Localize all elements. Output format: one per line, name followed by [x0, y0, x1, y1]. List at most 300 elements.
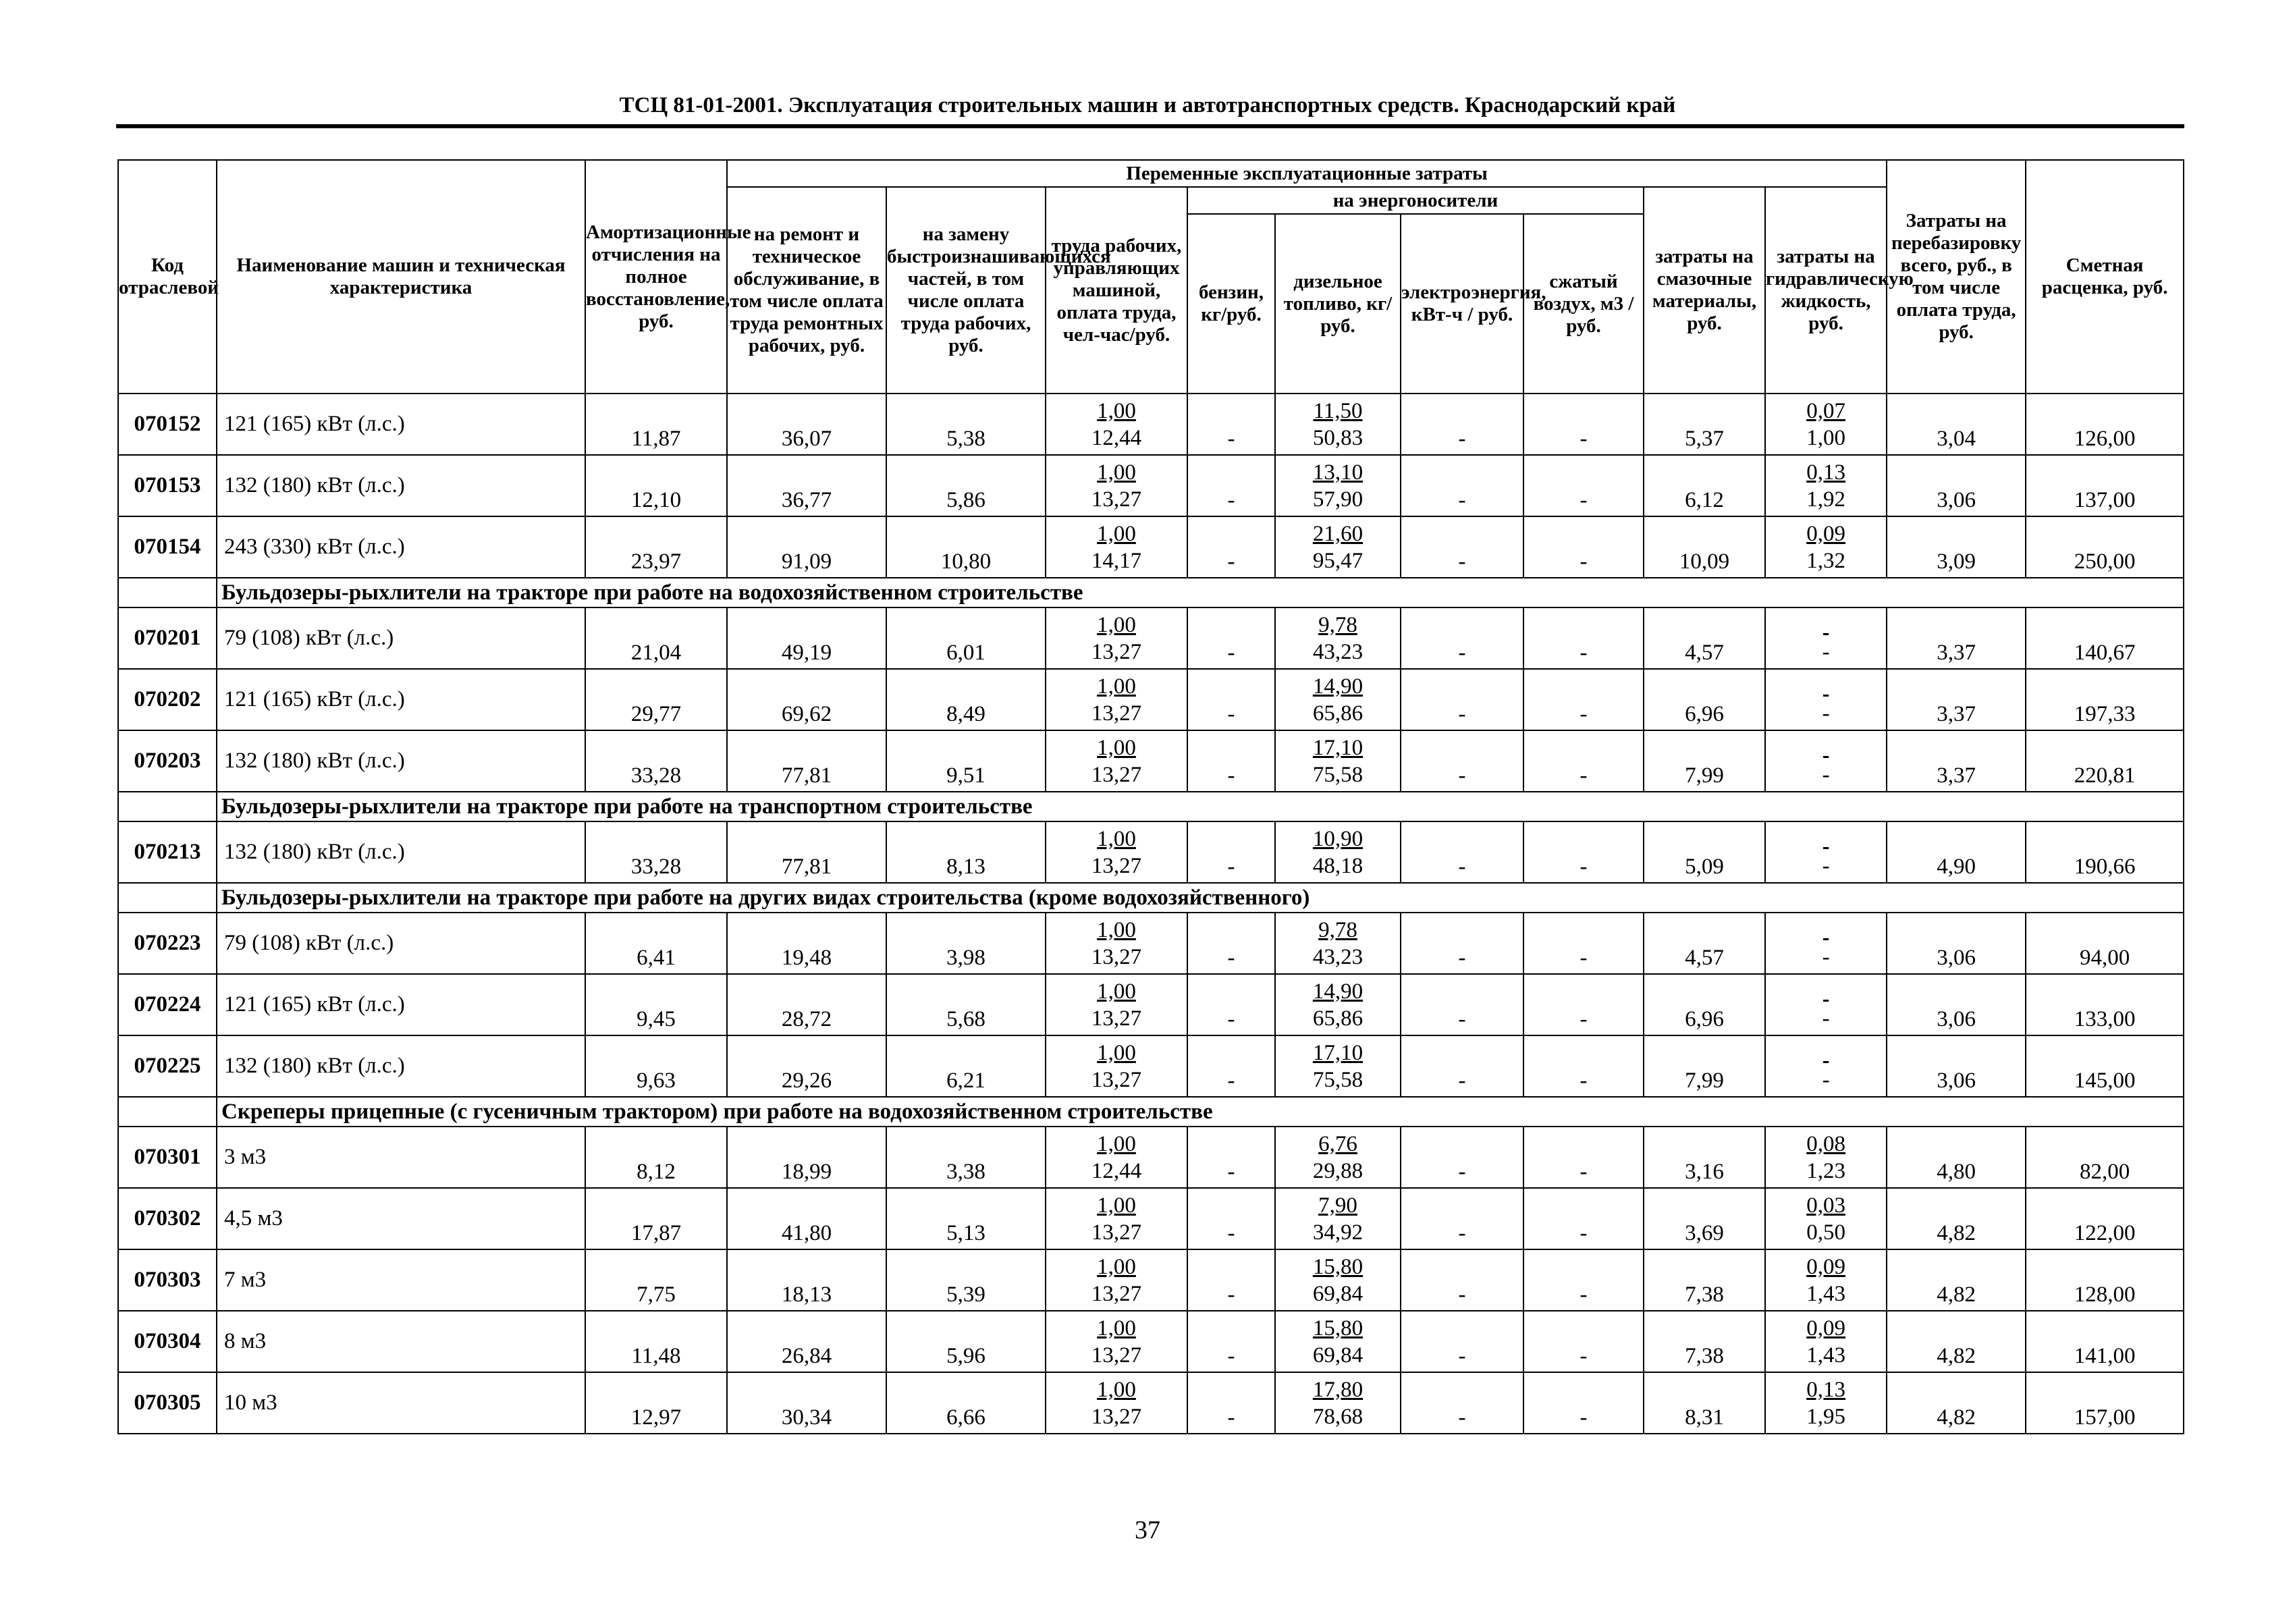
diesel-value-bottom: 43,23: [1312, 944, 1364, 969]
electro-value: -: [1401, 607, 1523, 669]
section-title: Бульдозеры-рыхлители на тракторе при работе на других видах строительства (кроме водохозяйственного): [217, 883, 2184, 913]
machine-code: 070202: [118, 669, 217, 730]
header-relocation: Затраты на перебазировку всего, руб., в том числе оплата труда, руб.: [1887, 160, 2026, 394]
parts-value: 3,98: [886, 913, 1046, 974]
parts-value: 8,49: [886, 669, 1046, 730]
amortization-value: 33,28: [585, 730, 727, 792]
labor-value: [1046, 974, 1187, 1035]
header-air: сжатый воздух, м3 / руб.: [1523, 214, 1644, 394]
table-row: [118, 1035, 2184, 1097]
diesel-value-bottom: 78,68: [1312, 1404, 1364, 1429]
machine-code: 070302: [118, 1188, 217, 1249]
hydraulic-value-bottom: -: [1822, 1006, 1830, 1031]
labor-value: [1046, 1372, 1187, 1434]
electro-value: -: [1401, 394, 1523, 455]
machine-name: 79 (108) кВт (л.с.): [217, 607, 585, 669]
section-row: [118, 792, 2184, 821]
amortization-value: 17,87: [585, 1188, 727, 1249]
hydraulic-value-top: [1766, 612, 1886, 639]
diesel-value-bottom: 57,90: [1312, 487, 1364, 512]
diesel-value-bottom: 75,58: [1312, 1067, 1364, 1092]
diesel-value-bottom: 95,47: [1312, 548, 1364, 573]
labor-value-top: 1,00: [1097, 1040, 1136, 1065]
parts-value: 6,66: [886, 1372, 1046, 1434]
repair-value: 19,48: [727, 913, 886, 974]
hydraulic-value-bottom: -: [1822, 853, 1830, 878]
repair-value: 29,26: [727, 1035, 886, 1097]
hydraulic-value-bottom: 1,23: [1806, 1158, 1845, 1183]
petrol-value: -: [1187, 516, 1275, 578]
hydraulic-value-top: 0,13: [1806, 1377, 1845, 1402]
machine-code: 070224: [118, 974, 217, 1035]
relocation-value: 3,04: [1887, 394, 2026, 455]
labor-value: [1046, 607, 1187, 669]
hydraulic-value: [1765, 1035, 1887, 1097]
machine-name: 132 (180) кВт (л.с.): [217, 821, 585, 883]
diesel-value: [1275, 1249, 1401, 1311]
labor-value-bottom: 13,27: [1091, 1343, 1142, 1368]
labor-value: [1046, 821, 1187, 883]
air-value: -: [1523, 1249, 1644, 1311]
lubricants-value: 7,99: [1644, 730, 1765, 792]
estimate-value: 133,00: [2026, 974, 2184, 1035]
machine-code: 070304: [118, 1311, 217, 1372]
relocation-value: 3,06: [1887, 455, 2026, 516]
price-table: [117, 159, 2184, 1434]
labor-value-bottom: 13,27: [1091, 1006, 1142, 1031]
machine-code: 070305: [118, 1372, 217, 1434]
diesel-value-top: 6,76: [1318, 1131, 1357, 1156]
hydraulic-value: [1765, 607, 1887, 669]
header-parts: на замену быстроизнашивающихся частей, в том числе оплата труда рабочих, руб.: [886, 187, 1046, 394]
parts-value: 5,39: [886, 1249, 1046, 1311]
relocation-value: 3,37: [1887, 669, 2026, 730]
machine-code: 070301: [118, 1127, 217, 1188]
hydraulic-value-bottom: 1,43: [1806, 1343, 1845, 1368]
lubricants-value: 5,37: [1644, 394, 1765, 455]
section-row: [118, 1097, 2184, 1127]
repair-value: 18,99: [727, 1127, 886, 1188]
diesel-value: [1275, 1372, 1401, 1434]
hydraulic-value-bottom: -: [1822, 639, 1830, 664]
diesel-value-top: 14,90: [1312, 674, 1364, 699]
labor-value: [1046, 1188, 1187, 1249]
section-code-cell: [118, 578, 217, 607]
hydraulic-value-top: 0,09: [1806, 521, 1845, 546]
header-diesel: дизельное топливо, кг/руб.: [1275, 214, 1401, 394]
diesel-value-top: 17,10: [1312, 735, 1364, 760]
table-row: [118, 1127, 2184, 1188]
parts-value: 5,13: [886, 1188, 1046, 1249]
labor-value: [1046, 1249, 1187, 1311]
hydraulic-value-top: [1766, 978, 1886, 1005]
table-row: [118, 394, 2184, 455]
diesel-value: [1275, 913, 1401, 974]
hydraulic-value-top: 0,13: [1806, 460, 1845, 485]
diesel-value: [1275, 455, 1401, 516]
petrol-value: -: [1187, 455, 1275, 516]
diesel-value-top: 7,90: [1318, 1193, 1357, 1218]
air-value: -: [1523, 974, 1644, 1035]
parts-value: 5,86: [886, 455, 1046, 516]
labor-value-bottom: 13,27: [1091, 487, 1142, 512]
estimate-value: 128,00: [2026, 1249, 2184, 1311]
hydraulic-value-top: 0,09: [1806, 1316, 1845, 1341]
header-petrol: бензин, кг/руб.: [1187, 214, 1275, 394]
petrol-value: -: [1187, 730, 1275, 792]
section-title: Бульдозеры-рыхлители на тракторе при работе на транспортном строительстве: [217, 792, 2184, 821]
lubricants-value: 3,16: [1644, 1127, 1765, 1188]
estimate-value: 126,00: [2026, 394, 2184, 455]
air-value: -: [1523, 394, 1644, 455]
header-hydraulic: затраты на гидравлическую жидкость, руб.: [1765, 187, 1887, 394]
diesel-value: [1275, 394, 1401, 455]
amortization-value: 9,45: [585, 974, 727, 1035]
machine-name: 132 (180) кВт (л.с.): [217, 1035, 585, 1097]
petrol-value: -: [1187, 1035, 1275, 1097]
diesel-value: [1275, 821, 1401, 883]
electro-value: -: [1401, 1035, 1523, 1097]
labor-value-bottom: 12,44: [1091, 1158, 1142, 1183]
estimate-value: 140,67: [2026, 607, 2184, 669]
machine-name: 79 (108) кВт (л.с.): [217, 913, 585, 974]
diesel-value-bottom: 75,58: [1312, 762, 1364, 787]
amortization-value: 11,48: [585, 1311, 727, 1372]
labor-value-bottom: 13,27: [1091, 1220, 1142, 1245]
diesel-value: [1275, 1311, 1401, 1372]
parts-value: 5,38: [886, 394, 1046, 455]
table-row: [118, 1372, 2184, 1434]
hydraulic-value-top: 0,09: [1806, 1254, 1845, 1279]
table-row: [118, 974, 2184, 1035]
labor-value: [1046, 394, 1187, 455]
relocation-value: 4,82: [1887, 1372, 2026, 1434]
hydraulic-value-top: [1766, 673, 1886, 700]
air-value: -: [1523, 1311, 1644, 1372]
header-name: Наименование машин и техническая характеристика: [217, 160, 585, 394]
air-value: -: [1523, 516, 1644, 578]
electro-value: -: [1401, 1372, 1523, 1434]
electro-value: -: [1401, 1249, 1523, 1311]
lubricants-value: 7,38: [1644, 1311, 1765, 1372]
petrol-value: -: [1187, 1372, 1275, 1434]
hydraulic-value-top: [1766, 917, 1886, 944]
diesel-value-top: 14,90: [1312, 979, 1364, 1004]
air-value: -: [1523, 1372, 1644, 1434]
labor-value: [1046, 669, 1187, 730]
repair-value: 41,80: [727, 1188, 886, 1249]
machine-name: 243 (330) кВт (л.с.): [217, 516, 585, 578]
diesel-value-top: 21,60: [1312, 521, 1364, 546]
hydraulic-value: [1765, 974, 1887, 1035]
petrol-value: -: [1187, 1127, 1275, 1188]
repair-value: 77,81: [727, 821, 886, 883]
diesel-value: [1275, 516, 1401, 578]
lubricants-value: 3,69: [1644, 1188, 1765, 1249]
machine-name: 121 (165) кВт (л.с.): [217, 394, 585, 455]
repair-value: 36,77: [727, 455, 886, 516]
table-row: [118, 455, 2184, 516]
relocation-value: 3,37: [1887, 607, 2026, 669]
repair-value: 49,19: [727, 607, 886, 669]
estimate-value: 190,66: [2026, 821, 2184, 883]
petrol-value: -: [1187, 821, 1275, 883]
labor-value-bottom: 13,27: [1091, 853, 1142, 878]
electro-value: -: [1401, 913, 1523, 974]
parts-value: 3,38: [886, 1127, 1046, 1188]
header-code: Код отраслевой: [118, 160, 217, 394]
air-value: -: [1523, 1035, 1644, 1097]
petrol-value: -: [1187, 913, 1275, 974]
labor-value-top: 1,00: [1097, 460, 1136, 485]
diesel-value-bottom: 65,86: [1312, 1006, 1364, 1031]
labor-value: [1046, 455, 1187, 516]
section-code-cell: [118, 1097, 217, 1127]
air-value: -: [1523, 821, 1644, 883]
diesel-value-top: 17,80: [1312, 1377, 1364, 1402]
hydraulic-value-bottom: 1,92: [1806, 487, 1845, 512]
amortization-value: 8,12: [585, 1127, 727, 1188]
amortization-value: 29,77: [585, 669, 727, 730]
electro-value: -: [1401, 1188, 1523, 1249]
labor-value-bottom: 12,44: [1091, 425, 1142, 450]
diesel-value-top: 9,78: [1318, 917, 1357, 942]
diesel-value-top: 10,90: [1312, 826, 1364, 851]
parts-value: 8,13: [886, 821, 1046, 883]
labor-value-bottom: 13,27: [1091, 1281, 1142, 1306]
lubricants-value: 4,57: [1644, 913, 1765, 974]
labor-value: [1046, 516, 1187, 578]
lubricants-value: 10,09: [1644, 516, 1765, 578]
estimate-value: 141,00: [2026, 1311, 2184, 1372]
electro-value: -: [1401, 974, 1523, 1035]
machine-name: 3 м3: [217, 1127, 585, 1188]
relocation-value: 3,06: [1887, 974, 2026, 1035]
petrol-value: -: [1187, 1249, 1275, 1311]
air-value: -: [1523, 607, 1644, 669]
machine-name: 132 (180) кВт (л.с.): [217, 455, 585, 516]
electro-value: -: [1401, 821, 1523, 883]
diesel-value: [1275, 974, 1401, 1035]
repair-value: 28,72: [727, 974, 886, 1035]
amortization-value: 12,97: [585, 1372, 727, 1434]
machine-code: 070153: [118, 455, 217, 516]
relocation-value: 4,90: [1887, 821, 2026, 883]
header-amortization: Амортизационные отчисления на полное восстановление, руб.: [585, 160, 727, 394]
hydraulic-value: [1765, 1372, 1887, 1434]
amortization-value: 23,97: [585, 516, 727, 578]
section-code-cell: [118, 792, 217, 821]
lubricants-value: 8,31: [1644, 1372, 1765, 1434]
labor-value: [1046, 1035, 1187, 1097]
diesel-value: [1275, 607, 1401, 669]
electro-value: -: [1401, 669, 1523, 730]
diesel-value-bottom: 50,83: [1312, 425, 1364, 450]
labor-value: [1046, 730, 1187, 792]
hydraulic-value-top: [1766, 734, 1886, 761]
lubricants-value: 7,38: [1644, 1249, 1765, 1311]
petrol-value: -: [1187, 1188, 1275, 1249]
labor-value-top: 1,00: [1097, 979, 1136, 1004]
labor-value-bottom: 13,27: [1091, 944, 1142, 969]
parts-value: 10,80: [886, 516, 1046, 578]
repair-value: 26,84: [727, 1311, 886, 1372]
header-labor: труда рабочих, управляющих машиной, оплата труда, чел-час/руб.: [1046, 187, 1187, 394]
hydraulic-value: [1765, 1188, 1887, 1249]
table-row: [118, 607, 2184, 669]
amortization-value: 12,10: [585, 455, 727, 516]
hydraulic-value-bottom: -: [1822, 762, 1830, 787]
header-electro: электроэнергия, кВт-ч / руб.: [1401, 214, 1523, 394]
parts-value: 5,96: [886, 1311, 1046, 1372]
estimate-value: 197,33: [2026, 669, 2184, 730]
amortization-value: 6,41: [585, 913, 727, 974]
estimate-value: 250,00: [2026, 516, 2184, 578]
section-code-cell: [118, 883, 217, 913]
labor-value-top: 1,00: [1097, 735, 1136, 760]
header-energy: на энергоносители: [1187, 187, 1644, 214]
labor-value-top: 1,00: [1097, 1131, 1136, 1156]
diesel-value-bottom: 48,18: [1312, 853, 1364, 878]
estimate-value: 145,00: [2026, 1035, 2184, 1097]
petrol-value: -: [1187, 394, 1275, 455]
repair-value: 91,09: [727, 516, 886, 578]
section-row: [118, 578, 2184, 607]
header-variable-costs: Переменные эксплуатационные затраты: [727, 160, 1887, 187]
relocation-value: 4,82: [1887, 1249, 2026, 1311]
estimate-value: 122,00: [2026, 1188, 2184, 1249]
machine-code: 070223: [118, 913, 217, 974]
relocation-value: 3,06: [1887, 913, 2026, 974]
hydraulic-value: [1765, 1249, 1887, 1311]
air-value: -: [1523, 1127, 1644, 1188]
electro-value: -: [1401, 730, 1523, 792]
estimate-value: 82,00: [2026, 1127, 2184, 1188]
hydraulic-value-bottom: -: [1822, 1067, 1830, 1092]
machine-name: 7 м3: [217, 1249, 585, 1311]
relocation-value: 4,80: [1887, 1127, 2026, 1188]
table-row: [118, 516, 2184, 578]
section-row: [118, 883, 2184, 913]
estimate-value: 220,81: [2026, 730, 2184, 792]
labor-value-bottom: 13,27: [1091, 1404, 1142, 1429]
relocation-value: 3,09: [1887, 516, 2026, 578]
header-estimate: Сметная расценка, руб.: [2026, 160, 2184, 394]
relocation-value: 3,37: [1887, 730, 2026, 792]
diesel-value-bottom: 69,84: [1312, 1343, 1364, 1368]
lubricants-value: 6,96: [1644, 974, 1765, 1035]
diesel-value-top: 15,80: [1312, 1316, 1364, 1341]
machine-name: 121 (165) кВт (л.с.): [217, 669, 585, 730]
table-row: [118, 1311, 2184, 1372]
labor-value-top: 1,00: [1097, 521, 1136, 546]
machine-name: 10 м3: [217, 1372, 585, 1434]
hydraulic-value: [1765, 516, 1887, 578]
labor-value-top: 1,00: [1097, 674, 1136, 699]
diesel-value-top: 13,10: [1312, 460, 1364, 485]
labor-value: [1046, 1127, 1187, 1188]
air-value: -: [1523, 669, 1644, 730]
table-row: [118, 913, 2184, 974]
header-lubricants: затраты на смазочные материалы, руб.: [1644, 187, 1765, 394]
labor-value-bottom: 13,27: [1091, 701, 1142, 726]
hydraulic-value-bottom: 1,00: [1806, 425, 1845, 450]
diesel-value-bottom: 65,86: [1312, 701, 1364, 726]
estimate-value: 94,00: [2026, 913, 2184, 974]
diesel-value-top: 9,78: [1318, 612, 1357, 637]
hydraulic-value-bottom: 0,50: [1806, 1220, 1845, 1245]
diesel-value: [1275, 1188, 1401, 1249]
hydraulic-value-top: [1766, 1039, 1886, 1066]
repair-value: 18,13: [727, 1249, 886, 1311]
labor-value-bottom: 13,27: [1091, 1067, 1142, 1092]
hydraulic-value-bottom: 1,43: [1806, 1281, 1845, 1306]
hydraulic-value: [1765, 913, 1887, 974]
hydraulic-value-bottom: -: [1822, 701, 1830, 726]
diesel-value-bottom: 69,84: [1312, 1281, 1364, 1306]
table-row: [118, 1188, 2184, 1249]
machine-name: 4,5 м3: [217, 1188, 585, 1249]
diesel-value-bottom: 34,92: [1312, 1220, 1364, 1245]
parts-value: 5,68: [886, 974, 1046, 1035]
labor-value: [1046, 1311, 1187, 1372]
labor-value-bottom: 14,17: [1091, 548, 1142, 573]
labor-value-top: 1,00: [1097, 398, 1136, 423]
diesel-value: [1275, 1127, 1401, 1188]
diesel-value-bottom: 29,88: [1312, 1158, 1364, 1183]
hydraulic-value: [1765, 455, 1887, 516]
estimate-value: 137,00: [2026, 455, 2184, 516]
parts-value: 9,51: [886, 730, 1046, 792]
hydraulic-value: [1765, 730, 1887, 792]
relocation-value: 3,06: [1887, 1035, 2026, 1097]
hydraulic-value: [1765, 669, 1887, 730]
machine-code: 070152: [118, 394, 217, 455]
machine-name: 132 (180) кВт (л.с.): [217, 730, 585, 792]
section-title: Скреперы прицепные (с гусеничным трактором) при работе на водохозяйственном строительстве: [217, 1097, 2184, 1127]
parts-value: 6,01: [886, 607, 1046, 669]
lubricants-value: 7,99: [1644, 1035, 1765, 1097]
table-body: [118, 394, 2184, 1434]
diesel-value-top: 15,80: [1312, 1254, 1364, 1279]
relocation-value: 4,82: [1887, 1311, 2026, 1372]
machine-name: 121 (165) кВт (л.с.): [217, 974, 585, 1035]
machine-code: 070303: [118, 1249, 217, 1311]
hydraulic-value-top: 0,03: [1806, 1193, 1845, 1218]
hydraulic-value-top: 0,07: [1806, 398, 1845, 423]
estimate-value: 157,00: [2026, 1372, 2184, 1434]
table-row: [118, 669, 2184, 730]
labor-value-top: 1,00: [1097, 612, 1136, 637]
labor-value-top: 1,00: [1097, 826, 1136, 851]
electro-value: -: [1401, 516, 1523, 578]
labor-value-bottom: 13,27: [1091, 639, 1142, 664]
machine-code: 070154: [118, 516, 217, 578]
electro-value: -: [1401, 455, 1523, 516]
labor-value: [1046, 913, 1187, 974]
repair-value: 69,62: [727, 669, 886, 730]
relocation-value: 4,82: [1887, 1188, 2026, 1249]
section-title: Бульдозеры-рыхлители на тракторе при работе на водохозяйственном строительстве: [217, 578, 2184, 607]
petrol-value: -: [1187, 974, 1275, 1035]
table-row: [118, 821, 2184, 883]
air-value: -: [1523, 913, 1644, 974]
labor-value-top: 1,00: [1097, 917, 1136, 942]
hydraulic-value-bottom: -: [1822, 944, 1830, 969]
diesel-value: [1275, 1035, 1401, 1097]
diesel-value: [1275, 730, 1401, 792]
machine-code: 070225: [118, 1035, 217, 1097]
